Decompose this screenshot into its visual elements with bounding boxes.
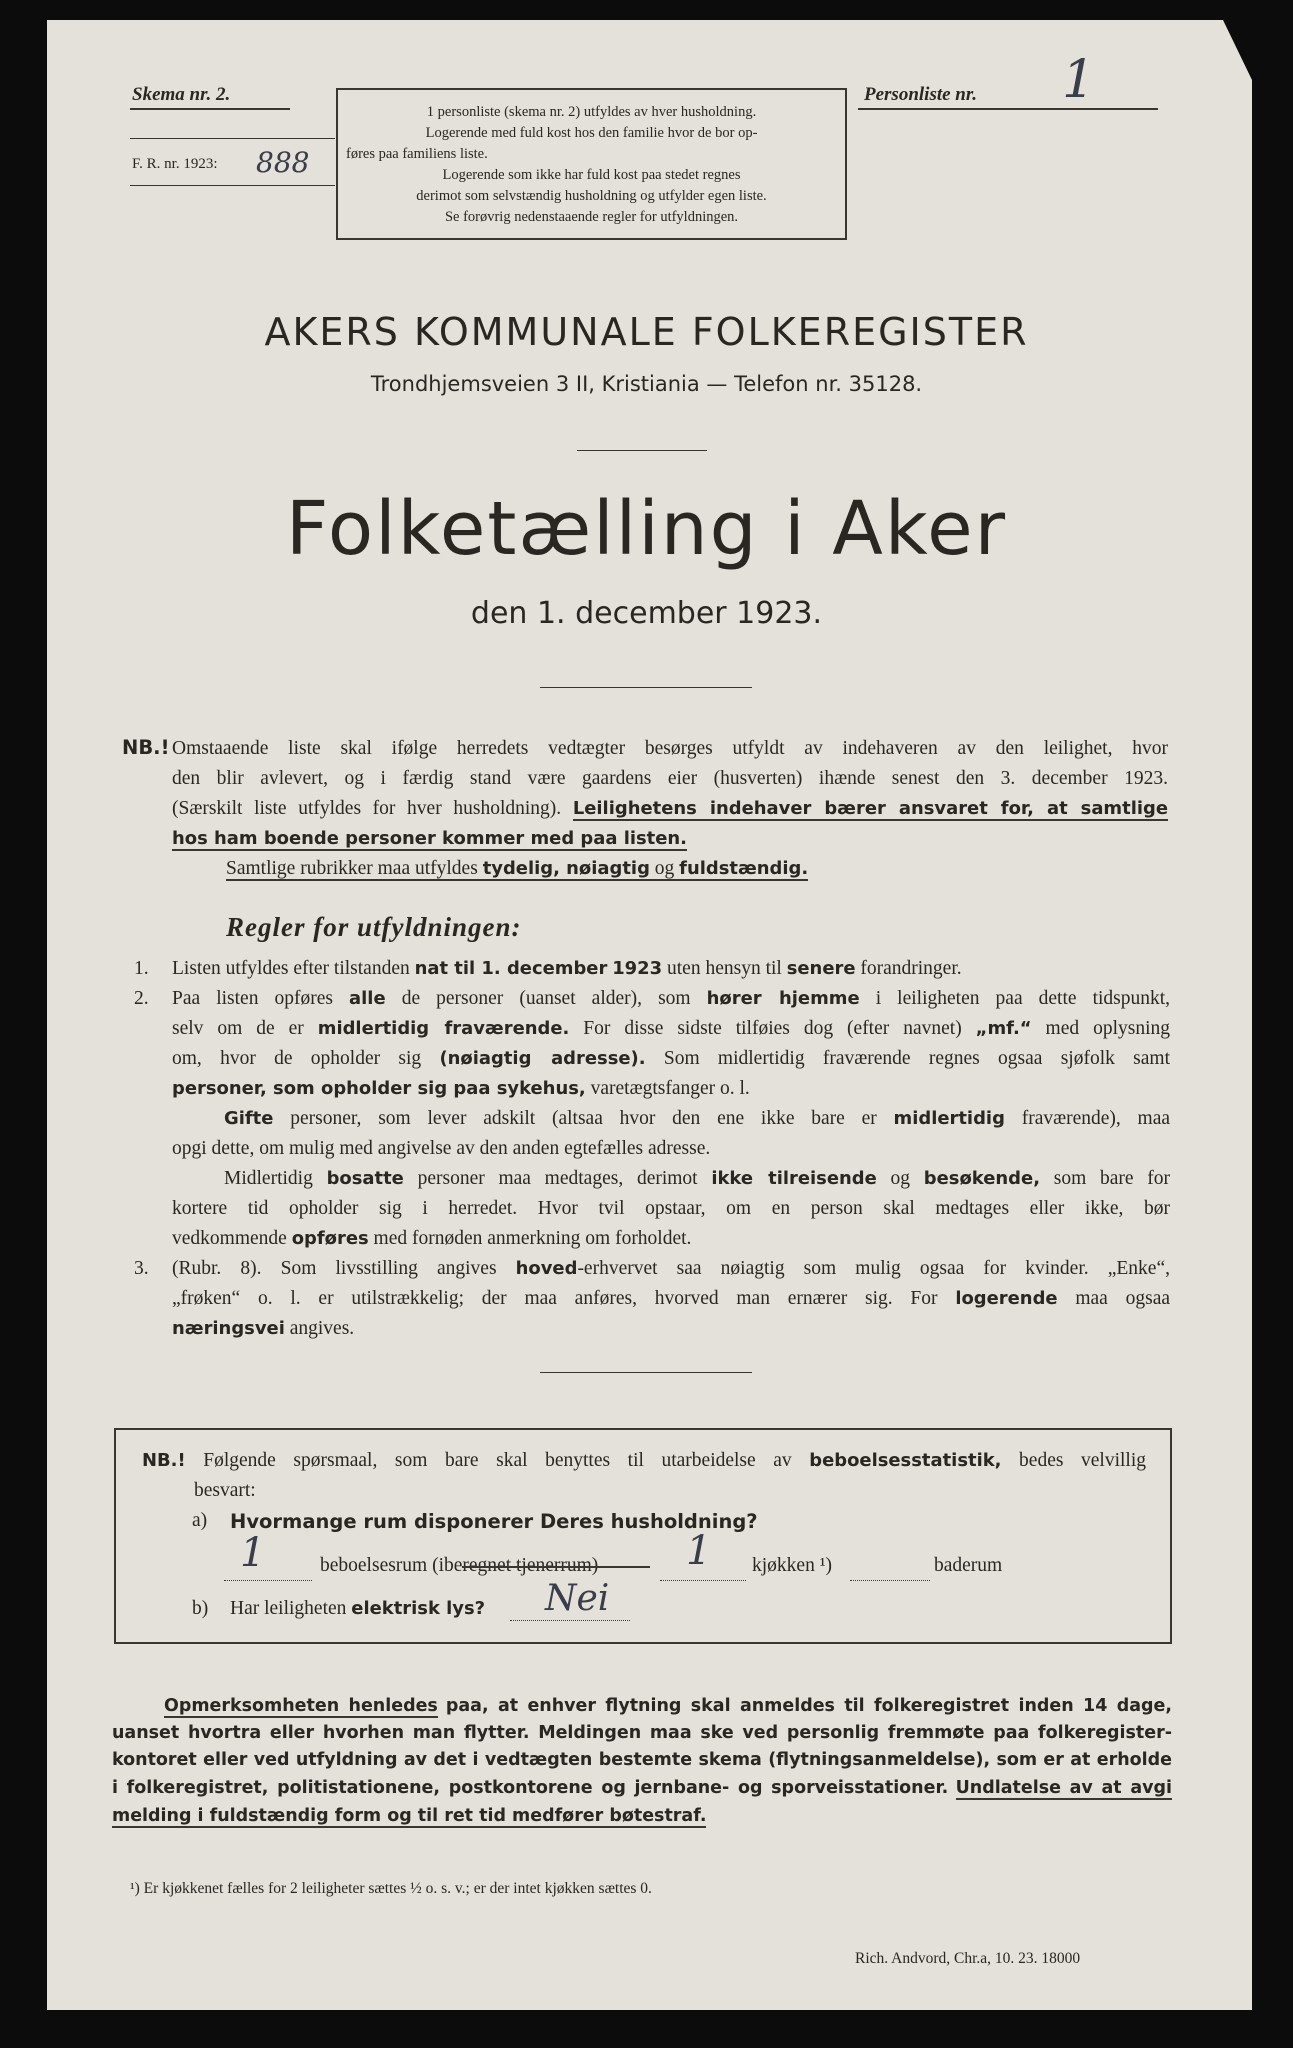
rule-emphasis: nat til 1. december — [414, 958, 608, 979]
rule-emphasis: bosatte — [326, 1168, 404, 1189]
notice-emphasis: melding i fuldstændig form og til ret tid medfører bøtestraf. — [112, 1806, 707, 1826]
nb-label: NB.! — [142, 1450, 186, 1471]
rule-line — [134, 1284, 1170, 1314]
header-rule — [130, 185, 335, 186]
rule-line — [134, 1044, 1170, 1074]
instruction-line: derimot som selvstændig husholdning og utfylder egen liste. — [416, 188, 767, 204]
instruction-line: føres paa familiens liste. — [346, 146, 488, 162]
rule-emphasis: senere — [786, 958, 856, 979]
nb-emphasis: tydelig, nøiagtig — [482, 858, 650, 879]
rule-line — [134, 1074, 1170, 1104]
rule-emphasis: alle — [349, 988, 386, 1009]
nb-text: og — [654, 858, 675, 879]
rule-emphasis: 1923 — [612, 958, 663, 979]
rule-line — [134, 1014, 1170, 1044]
fr-number-value: 888 — [256, 146, 310, 179]
rule-line — [134, 1314, 1170, 1344]
instruction-line: 1 personliste (skema nr. 2) utfyldes av hver husholdning. — [426, 104, 757, 120]
question-b-emphasis: elektrisk lys? — [351, 1598, 486, 1619]
rules-list — [134, 954, 1170, 1344]
nb2-text: bedes velvillig — [1019, 1450, 1147, 1471]
rooms-label: beboelsesrum (iberegnet tjenerrum) — [320, 1555, 599, 1576]
printer-imprint: Rich. Andvord, Chr.a, 10. 23. 18000 — [855, 1950, 1081, 1967]
instruction-line: Se forøvrig nedenstaaende regler for utfyldningen. — [444, 209, 739, 225]
rule-emphasis: „mf.“ — [975, 1018, 1032, 1039]
question-a: Hvormange rum disponerer Deres husholdning? — [230, 1510, 758, 1533]
rooms-strike — [462, 1566, 650, 1568]
notice-text: paa, at enhver flytning skal anmeldes til folkeregistret inden 14 dage, — [445, 1696, 1172, 1716]
header-rule — [130, 138, 335, 139]
rule-text: For disse sidste tilføies dog (efter navnet) — [583, 1018, 962, 1039]
rule-emphasis: (nøiagtig adresse). — [439, 1048, 646, 1069]
rule-text: fraværende), maa — [1021, 1108, 1171, 1129]
electric-light-answer: Nei — [545, 1578, 610, 1619]
organization-address: Trondhjemsveien 3 II, Kristiania — Telefon nr. 35128. — [370, 372, 923, 396]
rule-emphasis: logerende — [955, 1288, 1058, 1309]
rule-number: 3. — [134, 1258, 149, 1279]
rule-text: forandringer. — [860, 958, 962, 979]
rule-text: med fornøden anmerkning om forholdet. — [373, 1228, 692, 1249]
rule-line: kortere tid opholder sig i herredet. Hvor tvil opstaar, om en person skal medtages eller ikke, bør — [172, 1198, 1170, 1219]
notice-line: kontoret eller ved utfyldning av det i vedtægten bestemte skema (flytningsanmeldelse), som er at erholde — [112, 1750, 1172, 1770]
rule-line — [134, 1164, 1170, 1194]
footnote: ¹) Er kjøkkenet fælles for 2 leiligheter sættes ½ o. s. v.; er der intet kjøkken sættes 0. — [130, 1880, 652, 1897]
rule-line — [134, 1224, 1170, 1254]
instruction-box — [336, 88, 847, 240]
kitchen-label: kjøkken ¹) — [752, 1555, 833, 1576]
rule-emphasis: ikke tilreisende — [711, 1168, 877, 1189]
rooms-count-value: 1 — [240, 1530, 266, 1576]
housing-questions — [142, 1446, 1146, 1506]
rule-text: med oplysning — [1045, 1018, 1170, 1039]
instruction-line: Logerende som ikke har fuld kost paa stedet regnes — [442, 167, 741, 183]
rule-line — [134, 984, 1170, 1014]
rule-text: angives. — [289, 1318, 355, 1339]
rule-text: Paa listen opføres — [172, 988, 333, 1009]
kitchen-count-value: 1 — [686, 1528, 712, 1574]
fr-number-label: F. R. nr. 1923: — [132, 156, 218, 172]
rule-emphasis: næringsvei — [172, 1318, 285, 1339]
main-title: Folketælling i Aker — [285, 486, 1008, 572]
rules-heading: Regler for utfyldningen: — [226, 912, 522, 942]
rule-emphasis: hører hjemme — [706, 988, 860, 1009]
nb-line — [172, 794, 1168, 824]
rooms-answer-line — [224, 1580, 312, 1581]
rule-text: om, hvor de opholder sig — [172, 1048, 422, 1069]
nb-line: den blir avlevert, og i færdig stand være gaardens eier (husverten) ihænde senest den 3. december 1923. — [172, 768, 1168, 789]
notice-emphasis: Undlatelse av at avgi — [955, 1778, 1173, 1798]
notice-line: uanset hvortra eller hvorhen man flytter. Meldingen maa ske ved personlig fremmøte paa folkeregister- — [112, 1723, 1172, 1743]
rule-text: i leiligheten paa dette tidspunkt, — [875, 988, 1171, 1009]
notice-text: i folkeregistret, politistationene, postkontorene og jernbane- og sporveisstationer. — [112, 1778, 949, 1798]
rule-emphasis: hoved — [515, 1258, 578, 1279]
rule-text: personer maa medtages, derimot — [417, 1168, 698, 1189]
rule-emphasis: Gifte — [224, 1108, 274, 1129]
rule-line — [134, 1104, 1170, 1134]
rule-emphasis: opføres — [291, 1228, 369, 1249]
nb-label: NB.! — [122, 736, 170, 759]
personliste-label: Personliste nr. — [864, 84, 977, 105]
rule-emphasis: personer, som opholder sig paa sykehus, — [172, 1078, 586, 1099]
nb-text: (Særskilt liste utfyldes for hver husholdning). — [172, 798, 562, 819]
nb2-line: besvart: — [194, 1480, 256, 1501]
nb-notice — [172, 734, 1168, 884]
nb-emphasis: hos ham boende personer kommer med paa listen. — [172, 828, 687, 849]
header-rule — [858, 108, 1158, 110]
rule-text: „frøken“ o. l. er utilstrækkelig; der maa anføres, hvorved man ernærer sig. For — [172, 1288, 938, 1309]
separator — [540, 1372, 752, 1373]
question-a-label: a) — [192, 1510, 208, 1531]
separator — [577, 450, 707, 451]
nb-line — [172, 854, 1168, 884]
notice-line — [112, 1774, 1172, 1802]
rule-text: de personer (uanset alder), som — [401, 988, 691, 1009]
notice-line — [112, 1802, 1172, 1830]
rule-text: -erhvervet saa nøiagtig som mulig ogsaa for kvinder. „Enke“, — [577, 1258, 1170, 1279]
rule-text: og — [890, 1168, 911, 1189]
rule-line — [134, 1254, 1170, 1284]
header-rule — [130, 108, 290, 110]
electric-answer-line — [510, 1620, 630, 1621]
question-b-text: Har leiligheten — [230, 1598, 347, 1619]
census-date: den 1. december 1923. — [470, 596, 823, 631]
rule-text: selv om de er — [172, 1018, 304, 1039]
personliste-value: 1 — [1062, 50, 1096, 110]
notice-emphasis: Opmerksomheten henledes — [164, 1696, 438, 1716]
nb2-emphasis: beboelsesstatistik, — [809, 1450, 1002, 1471]
rule-line — [134, 954, 1170, 984]
rule-text: som bare for — [1053, 1168, 1171, 1189]
relocation-notice — [112, 1692, 1172, 1830]
nb-text — [226, 858, 808, 881]
nb-line — [172, 824, 1168, 854]
question-b — [230, 1598, 485, 1620]
nb-emphasis: fuldstændig. — [679, 858, 809, 879]
rule-emphasis: besøkende, — [923, 1168, 1041, 1189]
rule-text: vedkommende — [172, 1228, 287, 1249]
nb-text: Samtlige rubrikker maa utfyldes — [226, 858, 478, 879]
bath-label: baderum — [934, 1555, 1003, 1576]
rule-text: Midlertidig — [224, 1168, 313, 1189]
nb2-line — [142, 1446, 1146, 1476]
rule-text: (Rubr. 8). Som livsstilling angives — [172, 1258, 497, 1279]
rule-text: varetægtsfanger o. l. — [590, 1078, 750, 1099]
rule-text: Som midlertidig fraværende regnes ogsaa sjøfolk samt — [663, 1048, 1170, 1069]
rule-text: uten hensyn til — [667, 958, 782, 979]
question-b-label: b) — [192, 1598, 209, 1619]
rule-text: maa ogsaa — [1075, 1288, 1171, 1309]
rule-line: opgi dette, om mulig med angivelse av den anden egtefælles adresse. — [172, 1138, 711, 1159]
kitchen-answer-line — [660, 1580, 746, 1581]
rule-text: personer, som lever adskilt (altsaa hvor den ene ikke bare er — [290, 1108, 877, 1129]
nb2-text: Følgende spørsmaal, som bare skal benyttes til utarbeidelse av — [203, 1450, 792, 1471]
rule-text: Listen utfyldes efter tilstanden — [172, 958, 410, 979]
instruction-line: Logerende med fuld kost hos den familie hvor de bor op- — [425, 125, 758, 141]
nb-emphasis: Leilighetens indehaver bærer ansvaret for, at samtlige — [572, 798, 1169, 819]
organization-title: AKERS KOMMUNALE FOLKEREGISTER — [264, 310, 1029, 354]
skema-label: Skema nr. 2. — [132, 84, 231, 105]
notice-line — [112, 1692, 1172, 1720]
bath-answer-line — [850, 1580, 930, 1581]
rule-emphasis: midlertidig — [893, 1108, 1005, 1129]
separator — [540, 687, 752, 688]
rule-emphasis: midlertidig fraværende. — [317, 1018, 570, 1039]
nb-line: Omstaaende liste skal ifølge herredets vedtægter besørges utfyldt av indehaveren av den leilighet, hvor — [172, 738, 1168, 759]
rule-number: 2. — [134, 988, 149, 1009]
rule-number: 1. — [134, 958, 149, 979]
